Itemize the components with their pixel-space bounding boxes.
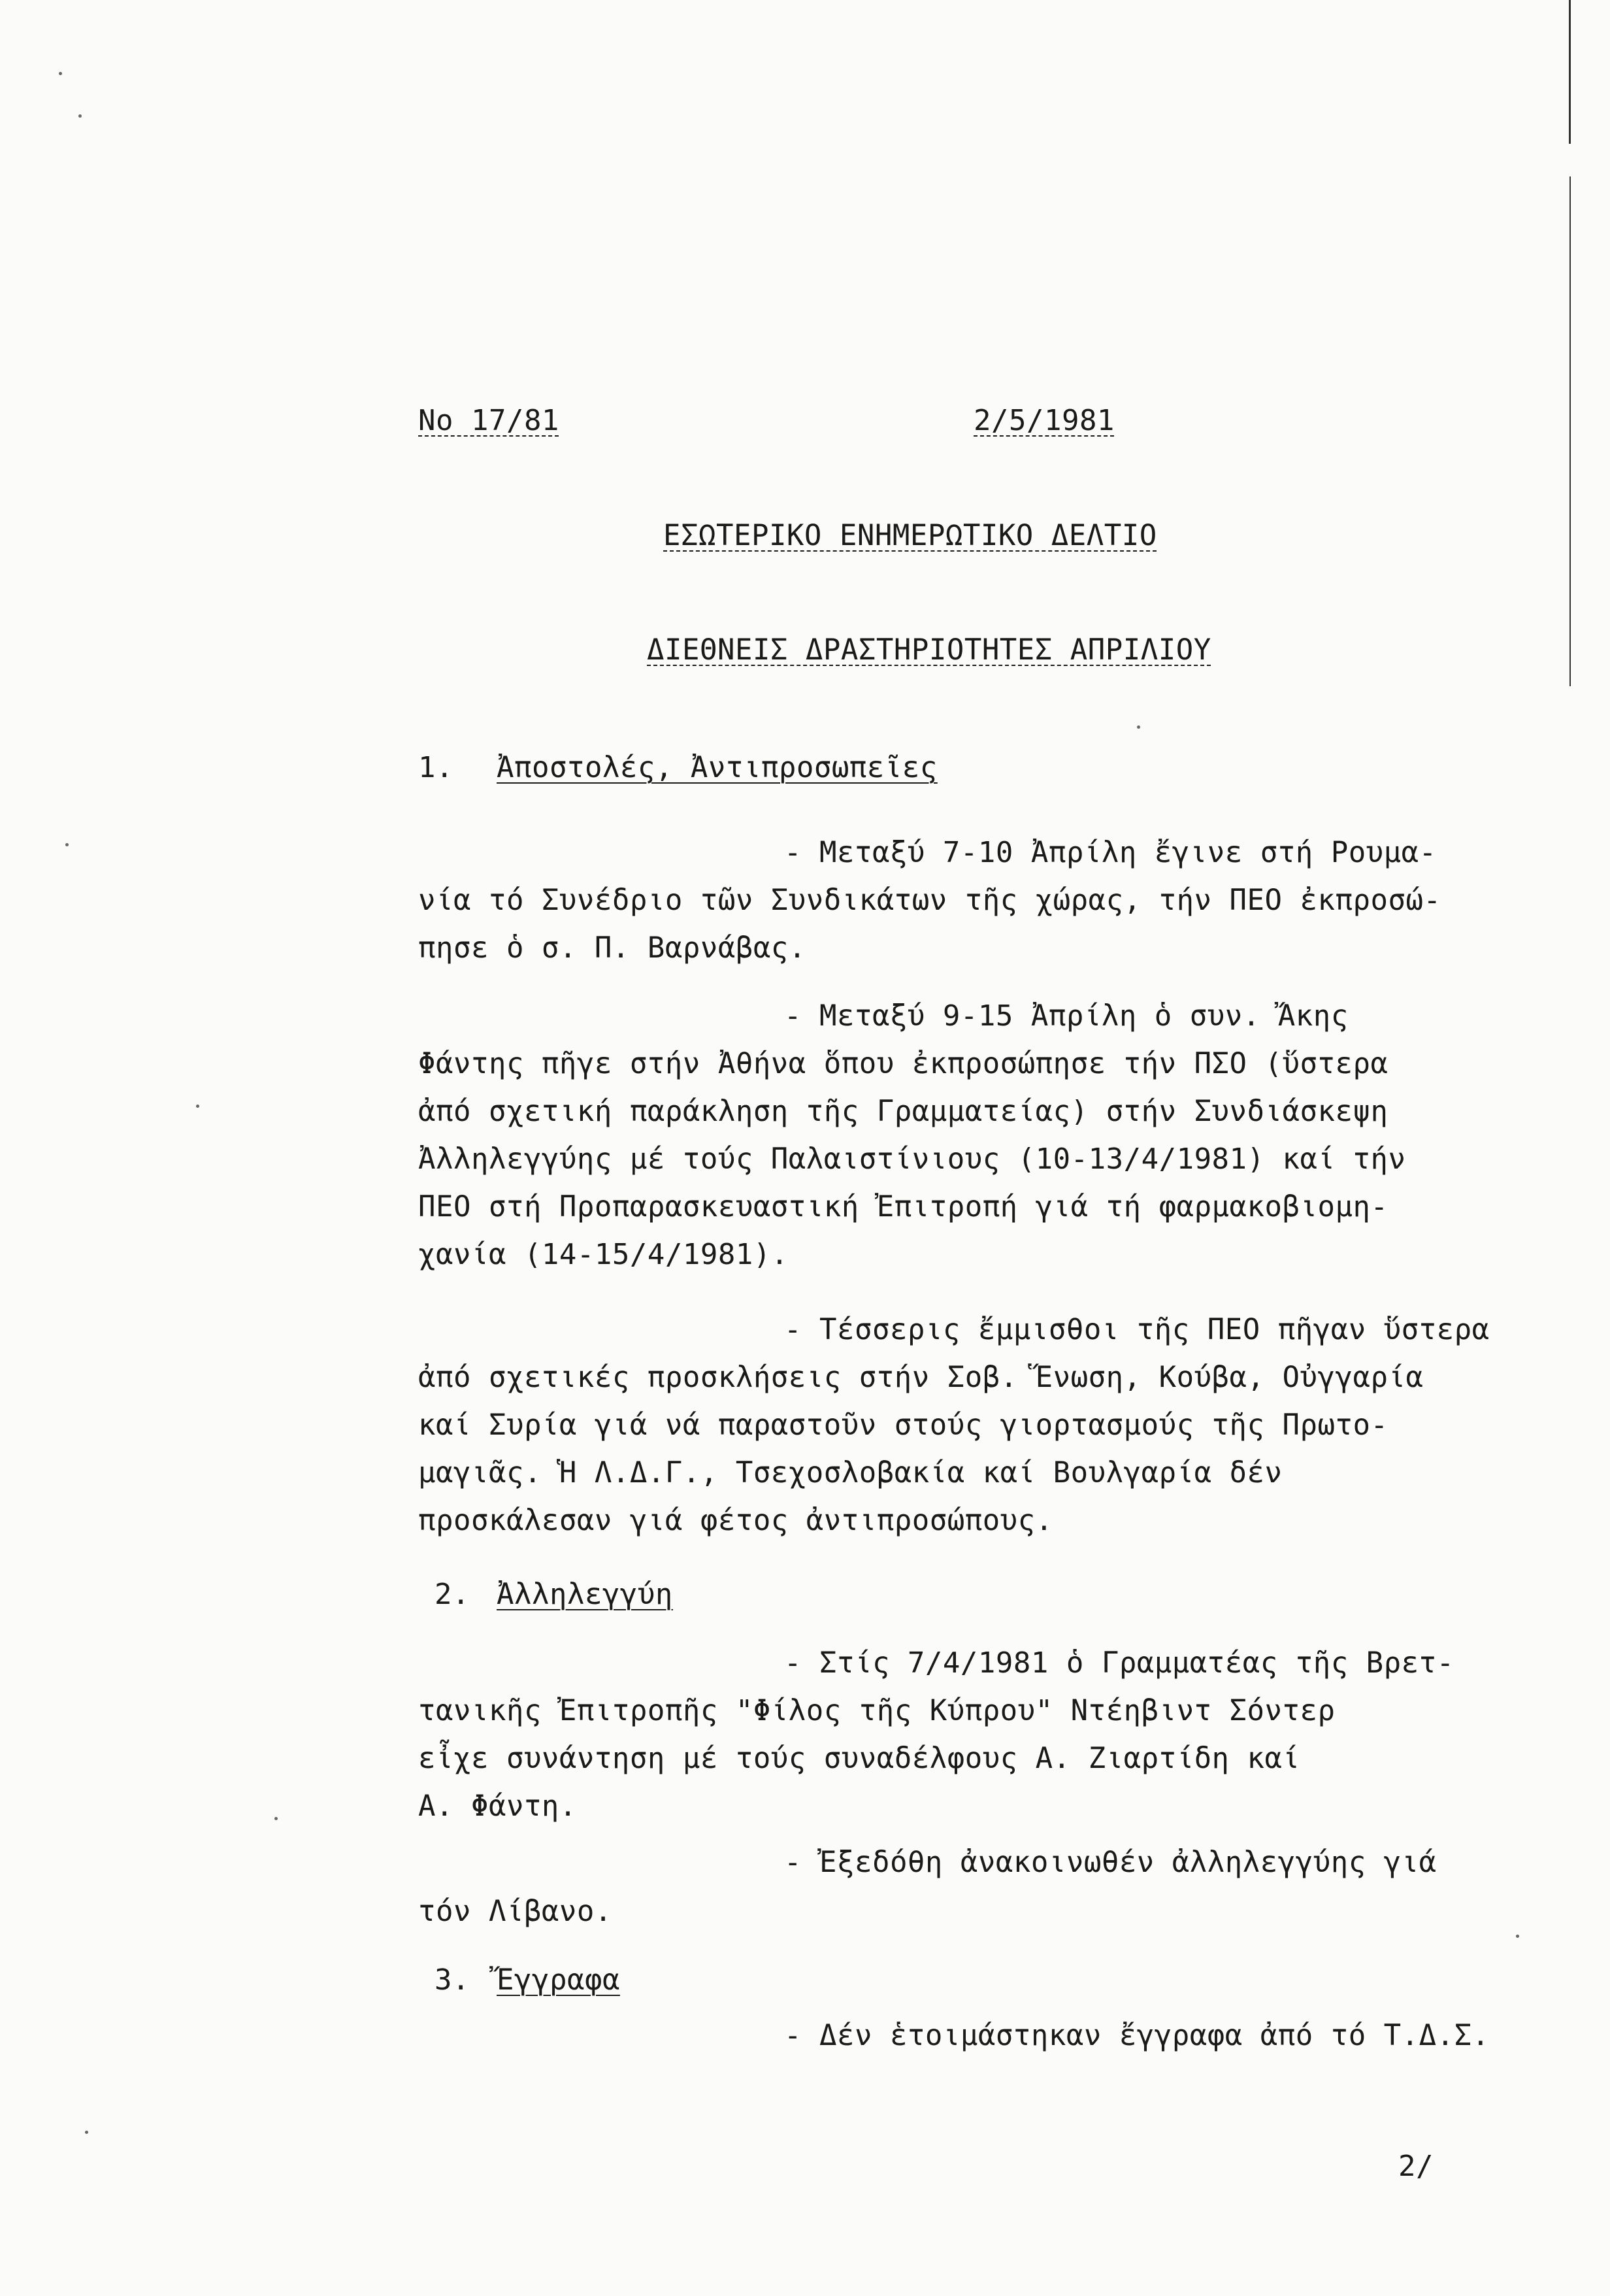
- paragraph-line: τανικῆς Ἐπιτροπῆς "Φίλος τῆς Κύπρου" Ντέηβιντ Σόντερ: [418, 1694, 1336, 1727]
- paragraph-line: - Μεταξύ 9-15 Ἀπρίλη ὁ συν. Ἄκης: [784, 999, 1349, 1033]
- scan-speck: [1137, 725, 1140, 729]
- paragraph-line: προσκάλεσαν γιά φέτος ἀντιπροσώπους.: [418, 1504, 1053, 1537]
- paragraph-line: πησε ὁ σ. Π. Βαρνάβας.: [418, 931, 806, 965]
- paragraph-line: - Στίς 7/4/1981 ὁ Γραμματέας τῆς Βρετ-: [784, 1646, 1454, 1680]
- paragraph-line: ἀπό σχετικές προσκλήσεις στήν Σοβ. Ἕνωση, Κούβα, Οὐγγαρία: [418, 1361, 1424, 1394]
- paragraph-line: - Ἐξεδόθη ἀνακοινωθέν ἀλληλεγγύης γιά: [784, 1846, 1437, 1879]
- section-heading: Ἔγγραφα: [497, 1963, 620, 1997]
- paragraph-line: νία τό Συνέδριο τῶν Συνδικάτων τῆς χώρας, τήν ΠΕΟ ἐκπροσώ-: [418, 884, 1441, 917]
- document-subtitle: ΔΙΕΘΝΕΙΣ ΔΡΑΣΤΗΡΙΟΤΗΤΕΣ ΑΠΡΙΛΙΟΥ: [647, 633, 1211, 667]
- paragraph-line: χανία (14-15/4/1981).: [418, 1238, 789, 1271]
- scan-edge-line: [1569, 176, 1571, 686]
- paragraph-line: καί Συρία γιά νά παραστοῦν στούς γιορτασμούς τῆς Πρωτο-: [418, 1408, 1388, 1442]
- section-heading: Ἀλληλεγγύη: [497, 1578, 673, 1611]
- scan-edge-line: [1569, 0, 1571, 144]
- paragraph-line: εἶχε συνάντηση μέ τούς συναδέλφους Α. Ζιαρτίδη καί: [418, 1742, 1300, 1775]
- page-marker: 2/: [1398, 2150, 1434, 2183]
- scan-speck: [59, 72, 62, 75]
- section-number: 1.: [418, 751, 453, 784]
- section-number: 2.: [435, 1578, 470, 1611]
- scan-speck: [1516, 1935, 1519, 1938]
- scan-speck: [65, 843, 69, 846]
- document-title: ΕΣΩΤΕΡΙΚΟ ΕΝΗΜΕΡΩΤΙΚΟ ΔΕΛΤΙΟ: [663, 519, 1157, 552]
- paragraph-line: Ἀλληλεγγύης μέ τούς Παλαιστίνιους (10-13/4/1981) καί τήν: [418, 1142, 1406, 1176]
- paragraph-line: τόν Λίβανο.: [418, 1895, 612, 1928]
- paragraph-line: Α. Φάντη.: [418, 1789, 577, 1823]
- paragraph-line: Φάντης πῆγε στήν Ἀθήνα ὅπου ἐκπροσώπησε τήν ΠΣΟ (ὕστερα: [418, 1047, 1388, 1080]
- scan-speck: [274, 1817, 278, 1820]
- paragraph-line: ΠΕΟ στή Προπαρασκευαστική Ἐπιτροπή γιά τή φαρμακοβιομη-: [418, 1190, 1388, 1223]
- paragraph-line: ἀπό σχετική παράκληση τῆς Γραμματείας) στήν Συνδιάσκεψη: [418, 1095, 1388, 1128]
- paragraph-line: μαγιᾶς. Ἡ Λ.Δ.Γ., Τσεχοσλοβακία καί Βουλγαρία δέν: [418, 1456, 1283, 1489]
- section-number: 3.: [435, 1963, 470, 1997]
- section-heading: Ἀποστολές, Ἀντιπροσωπεῖες: [497, 751, 938, 784]
- document-number: No 17/81: [418, 404, 559, 437]
- scan-speck: [196, 1105, 199, 1108]
- paragraph-line: - Μεταξύ 7-10 Ἀπρίλη ἔγινε στή Ρουμα-: [784, 836, 1437, 869]
- paragraph-line: - Τέσσερις ἔμμισθοι τῆς ΠΕΟ πῆγαν ὕστερα: [784, 1313, 1490, 1346]
- scan-speck: [78, 114, 82, 118]
- scan-speck: [85, 2131, 88, 2134]
- document-date: 2/5/1981: [974, 404, 1115, 437]
- paragraph-line: - Δέν ἑτοιμάστηκαν ἔγγραφα ἀπό τό Τ.Δ.Σ.: [784, 2019, 1490, 2052]
